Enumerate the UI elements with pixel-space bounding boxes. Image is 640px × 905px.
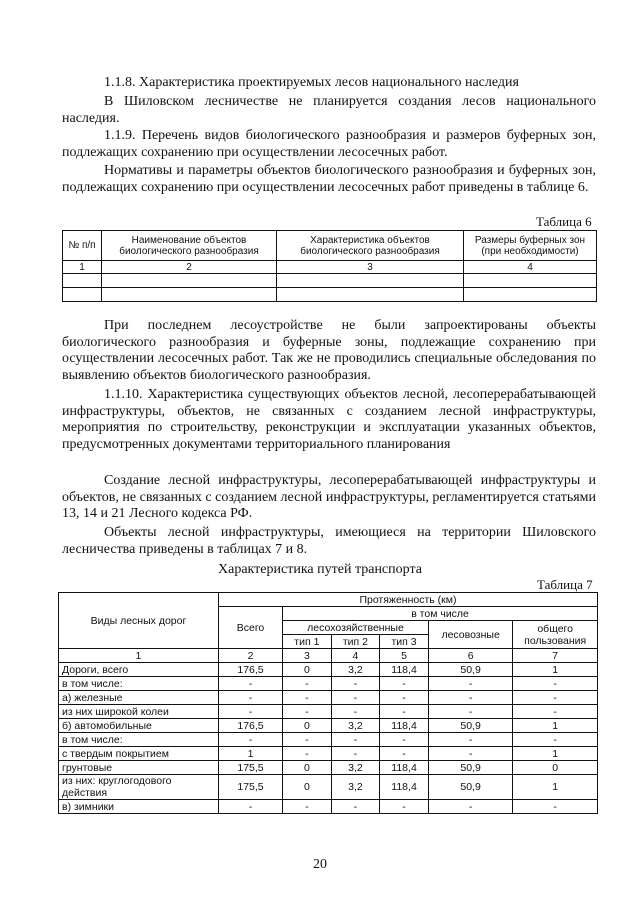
- table-row: [59, 719, 598, 733]
- t6-header-num: № п/п: [63, 231, 102, 261]
- row-label: Дороги, всего: [59, 663, 219, 677]
- paragraph-infrastructure: Создание лесной инфраструктуры, лесоперерабатывающей инфраструктуры и объектов, не связанных с созданием лесной инфраструктуры, регламентируется статьями 13, 14 и 21 Лесного кодекса РФ.: [62, 473, 596, 521]
- paragraph-norms: Нормативы и параметры объектов биологического разнообразия и буферных зон, подлежащих сохранению при осуществлении лесосечных работ приведены в таблице 6.: [62, 163, 596, 195]
- cell-value: -: [218, 800, 282, 814]
- t7-header-type1: тип 1: [283, 635, 332, 649]
- cell-value: -: [283, 800, 332, 814]
- t7-header-public: общего пользования: [513, 621, 598, 649]
- cell-value: -: [331, 705, 380, 719]
- t7-header-total: Всего: [218, 607, 282, 649]
- t7-colnum: 1: [59, 649, 219, 663]
- cell-value: -: [283, 747, 332, 761]
- t7-colnum: 5: [380, 649, 429, 663]
- row-label: из них: круглогодового действия: [59, 775, 219, 800]
- table-row: [59, 691, 598, 705]
- cell-value: 118,4: [380, 719, 429, 733]
- cell-value: -: [218, 733, 282, 747]
- table-row: [59, 733, 598, 747]
- table-row: [59, 663, 598, 677]
- row-label: в том числе:: [59, 677, 219, 691]
- cell-value: -: [218, 691, 282, 705]
- cell-value: -: [428, 705, 512, 719]
- cell-value: 1: [513, 775, 598, 800]
- cell-value: 1: [513, 719, 598, 733]
- cell-value: -: [513, 677, 598, 691]
- heading-1-1-10: 1.1.10. Характеристика существующих объектов лесной, лесоперерабатывающей инфраструктуры, объектов, не связанных с созданием лесной инфраструктуры, мероприятия по строительству, реконструкции и эксплуатации указанных объектов, предусмотренных документами территориального планирования: [62, 387, 596, 452]
- cell-value: -: [331, 691, 380, 705]
- t7-header-incl: в том числе: [283, 607, 598, 621]
- cell-value: -: [380, 747, 429, 761]
- row-label: из них широкой колеи: [59, 705, 219, 719]
- cell-value: -: [331, 677, 380, 691]
- cell-value: 3,2: [331, 663, 380, 677]
- table7-title: Характеристика путей транспорта: [218, 562, 422, 577]
- cell-value: -: [513, 733, 598, 747]
- cell-value: -: [218, 677, 282, 691]
- table-row: [59, 677, 598, 691]
- cell-value: -: [380, 691, 429, 705]
- cell-value: -: [513, 691, 598, 705]
- cell-value: 175,5: [218, 775, 282, 800]
- cell-value: -: [513, 705, 598, 719]
- cell-value: -: [283, 705, 332, 719]
- table-row: [63, 274, 597, 288]
- cell-value: -: [428, 691, 512, 705]
- cell-value: -: [283, 691, 332, 705]
- cell-value: -: [331, 800, 380, 814]
- t7-colnum: 7: [513, 649, 598, 663]
- cell-value: 1: [513, 747, 598, 761]
- cell-value: 176,5: [218, 719, 282, 733]
- table-row: [59, 705, 598, 719]
- t7-colnum: 3: [283, 649, 332, 663]
- cell-value: 0: [283, 719, 332, 733]
- cell-value: 176,5: [218, 663, 282, 677]
- cell-value: -: [513, 800, 598, 814]
- cell-value: 118,4: [380, 761, 429, 775]
- paragraph-last-survey: При последнем лесоустройстве не были запроектированы объекты биологического разнообразия и буферные зоны, подлежащие сохранению при осуществлении лесосечных работ. Так же не проводились специальные обследования по выявлению объектов биологического разнообразия.: [62, 318, 596, 383]
- heading-1-1-8: 1.1.8. Характеристика проектируемых лесов национального наследия: [104, 75, 519, 90]
- cell-value: 1: [513, 663, 598, 677]
- table-row: [59, 775, 598, 800]
- t6-colnum: 3: [277, 261, 464, 274]
- cell-value: 0: [513, 761, 598, 775]
- t7-colnum: 4: [331, 649, 380, 663]
- t7-header-forest: лесохозяйственные: [283, 621, 429, 635]
- table-row: [59, 800, 598, 814]
- cell-value: 1: [218, 747, 282, 761]
- table-row: [59, 761, 598, 775]
- t7-header-types: Виды лесных дорог: [59, 593, 219, 649]
- row-label: грунтовые: [59, 761, 219, 775]
- row-label: а) железные: [59, 691, 219, 705]
- cell-value: 0: [283, 761, 332, 775]
- cell-value: -: [283, 733, 332, 747]
- table-6: [62, 230, 597, 302]
- cell-value: 3,2: [331, 761, 380, 775]
- paragraph-objects: Объекты лесной инфраструктуры, имеющиеся на территории Шиловского лесничества приведены в таблицах 7 и 8.: [62, 525, 596, 557]
- heading-1-1-9: 1.1.9. Перечень видов биологического разнообразия и размеров буферных зон, подлежащих сохранению при осуществлении лесосечных работ.: [62, 128, 596, 160]
- t7-colnum: 6: [428, 649, 512, 663]
- table-7: [58, 592, 598, 814]
- t6-header-name: Наименование объектов биологического разнообразия: [102, 231, 277, 261]
- table7-caption: Таблица 7: [537, 577, 593, 592]
- page-number: 20: [313, 857, 327, 872]
- cell-value: -: [331, 733, 380, 747]
- cell-value: -: [218, 705, 282, 719]
- cell-value: 50,9: [428, 719, 512, 733]
- t6-colnum: 2: [102, 261, 277, 274]
- row-label: в том числе:: [59, 733, 219, 747]
- t6-header-buffer: Размеры буферных зон (при необходимости): [464, 231, 597, 261]
- cell-value: 0: [283, 775, 332, 800]
- cell-value: -: [331, 747, 380, 761]
- cell-value: 118,4: [380, 663, 429, 677]
- table-row: [63, 288, 597, 302]
- cell-value: 118,4: [380, 775, 429, 800]
- t7-header-type3: тип 3: [380, 635, 429, 649]
- cell-value: -: [428, 800, 512, 814]
- cell-value: -: [428, 677, 512, 691]
- paragraph-national-heritage: В Шиловском лесничестве не планируется создания лесов национального наследия.: [62, 94, 596, 126]
- cell-value: 50,9: [428, 761, 512, 775]
- t7-colnum: 2: [218, 649, 282, 663]
- cell-value: -: [380, 705, 429, 719]
- cell-value: -: [428, 747, 512, 761]
- cell-value: 3,2: [331, 775, 380, 800]
- t6-colnum: 1: [63, 261, 102, 274]
- t6-colnum: 4: [464, 261, 597, 274]
- cell-value: -: [283, 677, 332, 691]
- cell-value: 175,5: [218, 761, 282, 775]
- cell-value: -: [380, 733, 429, 747]
- row-label: с твердым покрытием: [59, 747, 219, 761]
- cell-value: -: [380, 677, 429, 691]
- cell-value: -: [380, 800, 429, 814]
- t7-header-logging: лесовозные: [428, 621, 512, 649]
- row-label: в) зимники: [59, 800, 219, 814]
- cell-value: 3,2: [331, 719, 380, 733]
- cell-value: 50,9: [428, 663, 512, 677]
- t7-header-length: Протяженность (км): [218, 593, 597, 607]
- cell-value: 50,9: [428, 775, 512, 800]
- table6-caption: Таблица 6: [536, 214, 592, 229]
- t7-header-type2: тип 2: [331, 635, 380, 649]
- cell-value: 0: [283, 663, 332, 677]
- t6-header-char: Характеристика объектов биологического разнообразия: [277, 231, 464, 261]
- row-label: б) автомобильные: [59, 719, 219, 733]
- table-row: [59, 747, 598, 761]
- cell-value: -: [428, 733, 512, 747]
